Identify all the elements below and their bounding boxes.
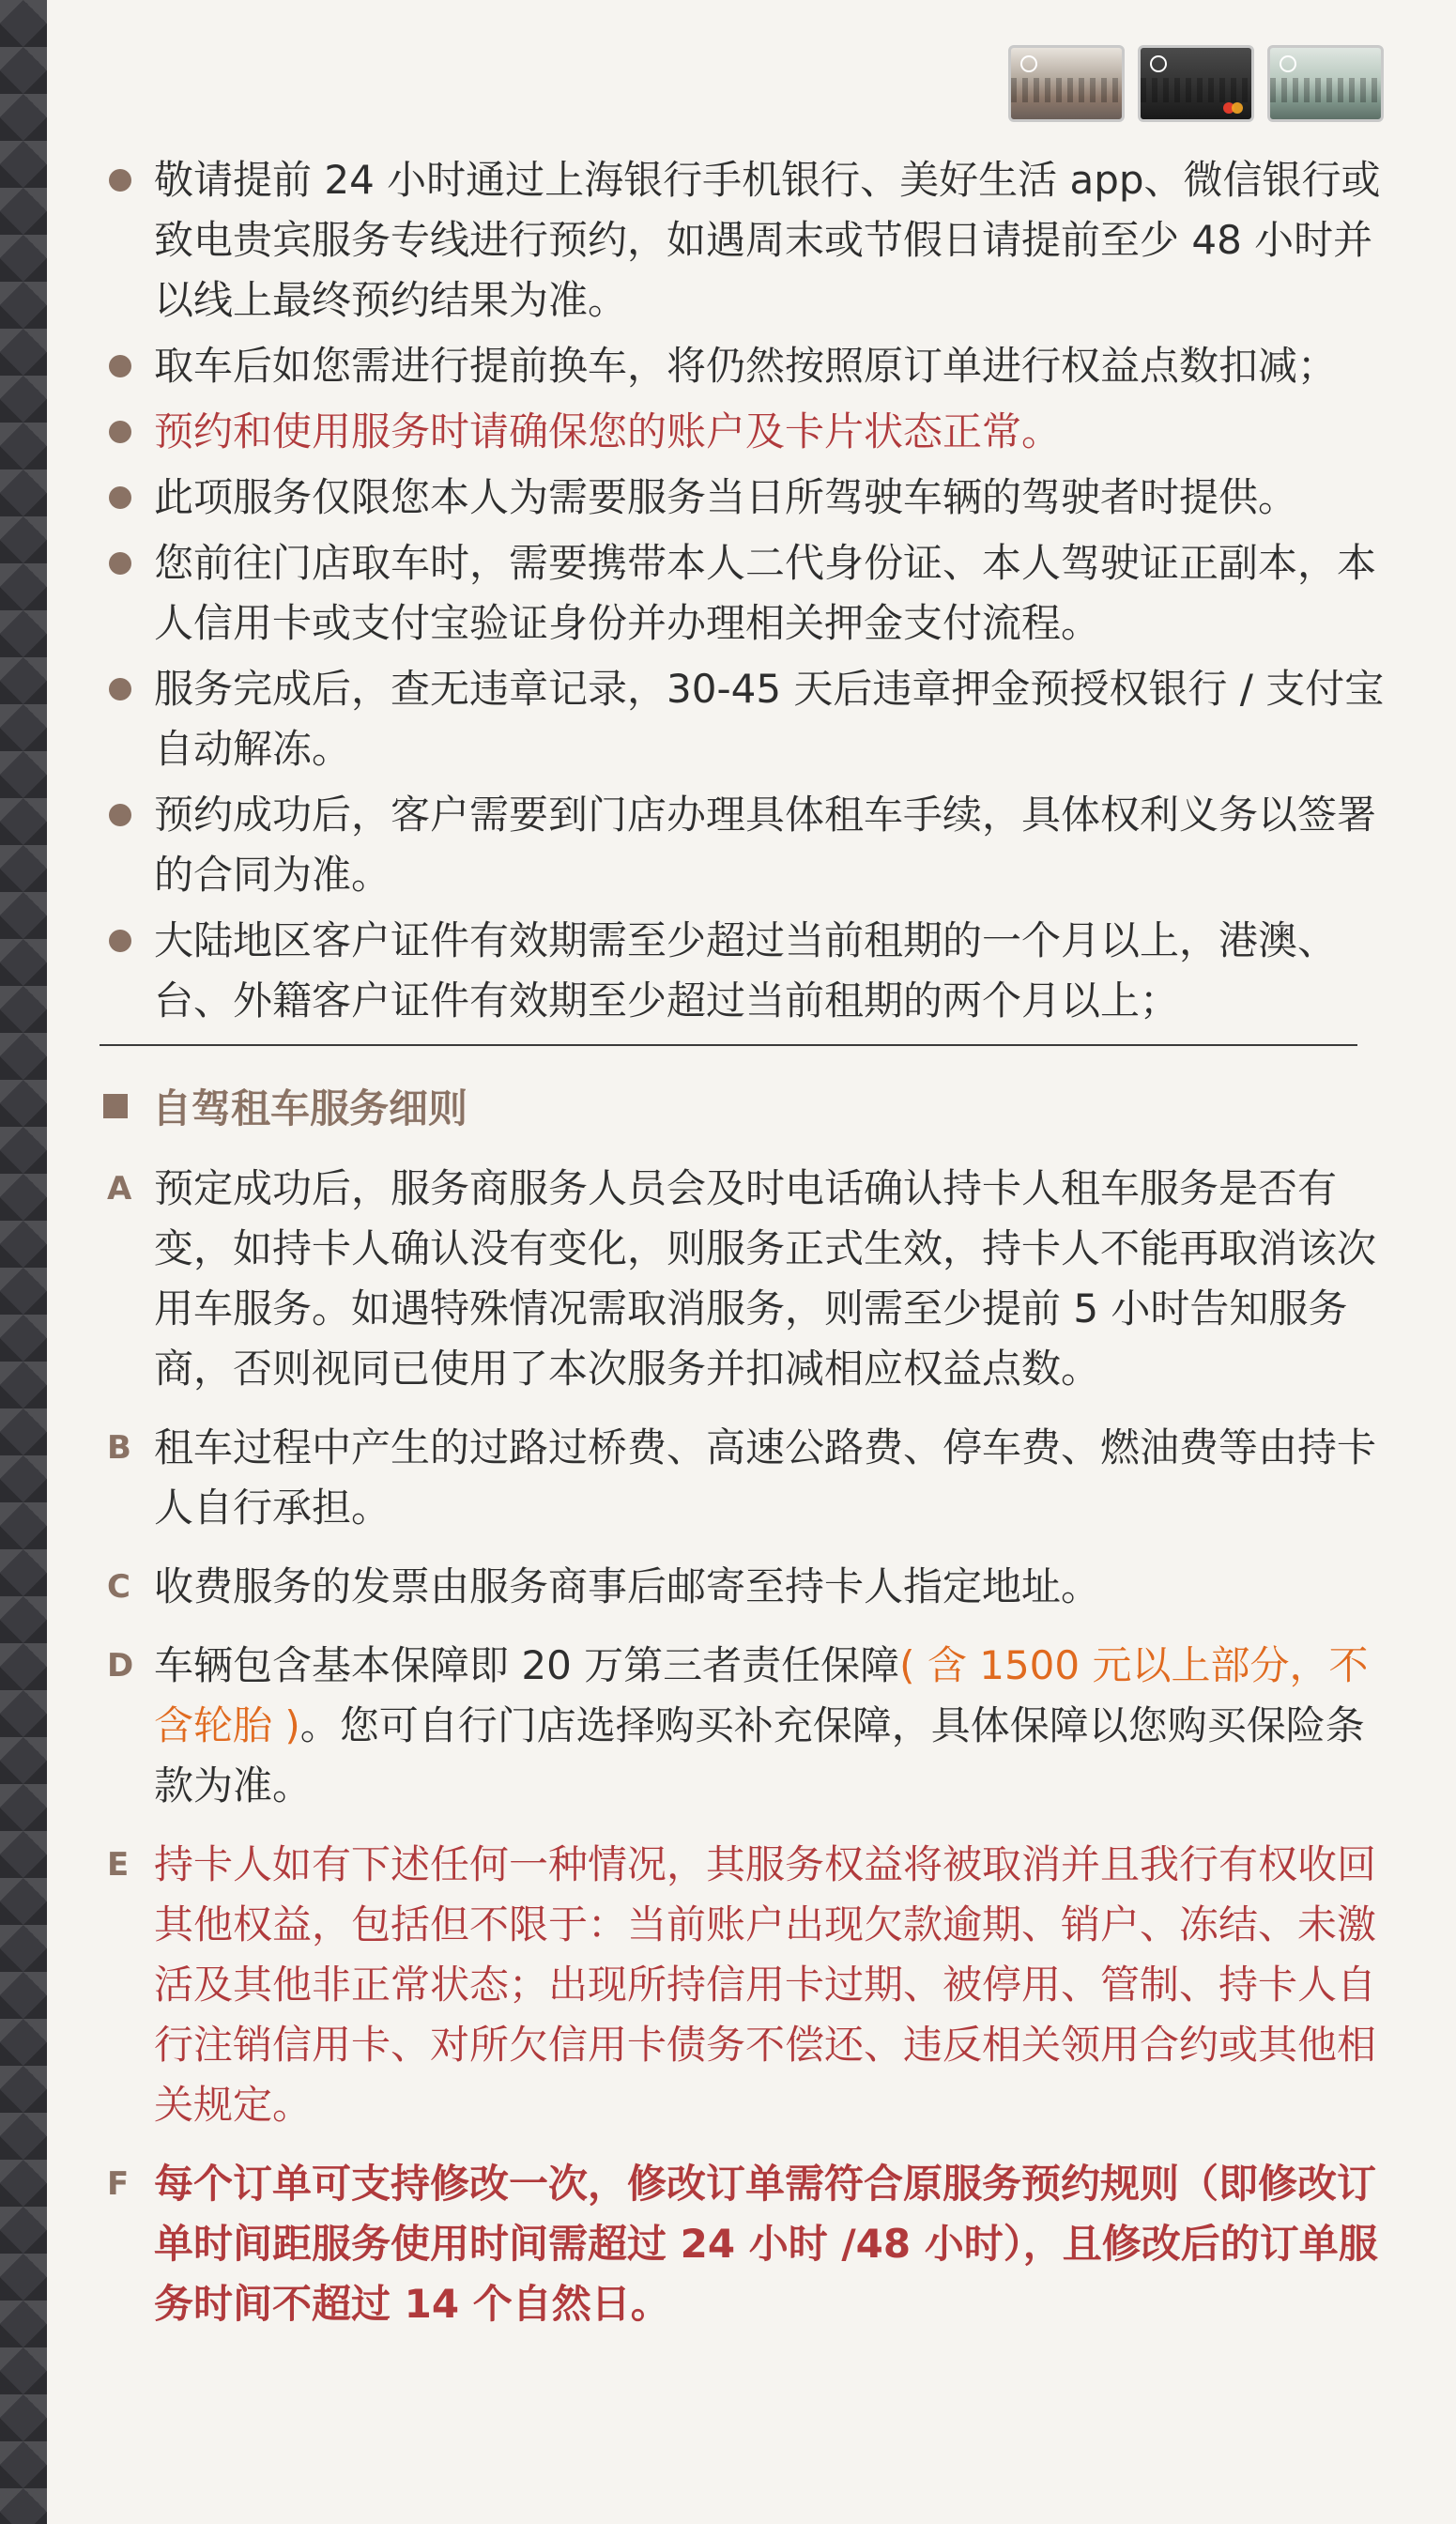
notice-item <box>100 468 1386 528</box>
rule-item-c <box>100 1557 1386 1617</box>
decorative-side-strip <box>0 0 47 2524</box>
rule-letter: A <box>107 1170 132 1208</box>
notice-text: 预约和使用服务时请确保您的账户及卡片状态正常。 <box>154 408 1062 454</box>
divider <box>100 1044 1357 1046</box>
rule-item-d <box>100 1636 1386 1816</box>
notice-text: 取车后如您需进行提前换车，将仍然按照原订单进行权益点数扣减； <box>154 343 1338 389</box>
notice-item <box>100 785 1386 905</box>
bullet-dot-icon <box>109 678 131 700</box>
bullet-dot-icon <box>109 421 131 443</box>
notice-item <box>100 911 1386 1031</box>
rule-text: 。您可自行门店选择购买补充保障，具体保障以您购买保险条款为准。 <box>154 1702 1365 1808</box>
rules-list <box>100 1159 1386 2334</box>
notice-item <box>100 533 1386 654</box>
rule-text: 持卡人如有下述任何一种情况，其服务权益将被取消并且我行有权收回其他权益，包括但不限于：当前账户出现欠款逾期、销户、冻结、未激活及其他非正常状态；出现所持信用卡过期、被停用、管制、持卡人自行注销信用卡、对所欠信用卡债务不偿还、违反相关领用合约或其他相关规定。 <box>154 1841 1377 2128</box>
notice-text: 大陆地区客户证件有效期需至少超过当前租期的一个月以上，港澳、台、外籍客户证件有效期至少超过当前租期的两个月以上； <box>154 917 1338 1023</box>
rule-item-f <box>100 2154 1386 2334</box>
rule-text: 预定成功后，服务商服务人员会及时电话确认持卡人租车服务是否有变，如持卡人确认没有变化，则服务正式生效，持卡人不能再取消该次用车服务。如遇特殊情况需取消服务，则需至少提前 5 小时告知服务商，否则视同已使用了本次服务并扣减相应权益点数。 <box>154 1165 1377 1392</box>
notice-text: 预约成功后，客户需要到门店办理具体租车手续，具体权利义务以签署的合同为准。 <box>154 792 1377 898</box>
bullet-dot-icon <box>109 804 131 826</box>
content <box>100 150 1386 2353</box>
square-bullet-icon <box>103 1094 128 1118</box>
bullet-dot-icon <box>109 169 131 192</box>
rule-text: 每个订单可支持修改一次，修改订单需符合原服务预约规则（即修改订单时间距服务使用时间需超过 24 小时 /48 小时），且修改后的订单服务时间不超过 14 个自然日。 <box>154 2161 1378 2327</box>
rule-letter: F <box>107 2165 130 2203</box>
rule-text-highlight: ( 含 1500 元以上部分，不含轮胎 ) <box>154 1642 1369 1748</box>
bullet-dot-icon <box>109 486 131 509</box>
bullet-dot-icon <box>109 355 131 377</box>
notice-item <box>100 336 1386 396</box>
notice-item-highlight <box>100 402 1386 462</box>
credit-card-image-2 <box>1138 45 1254 122</box>
rule-item-b <box>100 1418 1386 1538</box>
notice-text: 服务完成后，查无违章记录，30-45 天后违章押金预授权银行 / 支付宝自动解冻。 <box>154 666 1385 772</box>
notice-item <box>100 659 1386 779</box>
notice-item <box>100 150 1386 331</box>
rule-letter: C <box>107 1568 130 1606</box>
rule-text: 租车过程中产生的过路过桥费、高速公路费、停车费、燃油费等由持卡人自行承担。 <box>154 1424 1377 1531</box>
card-images <box>1008 45 1384 122</box>
section-title <box>100 1078 1386 1134</box>
rule-text: 车辆包含基本保障即 20 万第三者责任保障 <box>154 1642 900 1688</box>
bullet-dot-icon <box>109 930 131 952</box>
rule-letter: D <box>107 1647 134 1685</box>
rule-item-a <box>100 1159 1386 1399</box>
credit-card-image-3 <box>1267 45 1384 122</box>
rule-item-e <box>100 1835 1386 2135</box>
bullet-dot-icon <box>109 552 131 575</box>
notice-text: 敬请提前 24 小时通过上海银行手机银行、美好生活 app、微信银行或致电贵宾服务专线进行预约，如遇周末或节假日请提前至少 48 小时并以线上最终预约结果为准。 <box>154 157 1381 323</box>
rule-text: 收费服务的发票由服务商事后邮寄至持卡人指定地址。 <box>154 1563 1101 1609</box>
section-title-text: 自驾租车服务细则 <box>152 1085 468 1131</box>
credit-card-image-1 <box>1008 45 1125 122</box>
notice-text: 您前往门店取车时，需要携带本人二代身份证、本人驾驶证正副本，本人信用卡或支付宝验证身份并办理相关押金支付流程。 <box>154 540 1377 646</box>
notice-text: 此项服务仅限您本人为需要服务当日所驾驶车辆的驾驶者时提供。 <box>154 474 1298 520</box>
rule-letter: B <box>107 1429 131 1467</box>
rule-letter: E <box>107 1846 130 1884</box>
notice-list <box>100 150 1386 1031</box>
